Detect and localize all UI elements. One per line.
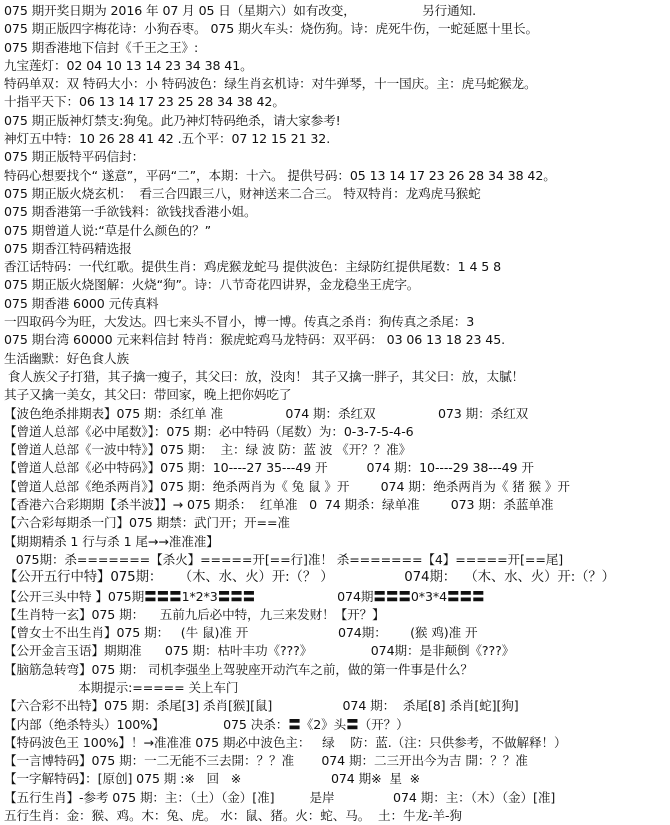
line-hk-fax-title: 075 期香港 6000 元传真料	[4, 295, 159, 311]
line-kill-door: 【六合彩每期杀一门】075 期禁：武门开；开==准	[4, 515, 290, 531]
line-zeng-says: 075 期曾道人说:“草是什么颜色的？”	[4, 222, 212, 238]
line-one-wave: 【曾道人总部《一波中特》】075 期： 主：绿 波 防：蓝 波 《开？？准》	[4, 442, 412, 458]
line-riddle-hint: 本期提示:===== 关上车门	[4, 679, 239, 695]
line-fire-mystery: 075 期正版火烧玄机： 看三合四跟三八，财神送来二合三。 特双特肖：龙鸡虎马猴蛇	[4, 185, 481, 201]
line-xiangjiang-title: 075 期香江特码精选报	[4, 240, 132, 256]
line-ms-zeng: 【曾女士不出生肖】075 期： (牛 鼠)准 开 074期： (猴 鸡)准 开	[4, 625, 478, 641]
line-taiwan-envelope: 075 期台湾 60000 元来料信封 特肖：猴虎蛇鸡马龙特码：双平码： 03 06 13 18 23 45.	[4, 332, 506, 348]
line-wish: 特码心想要找个“ 遂意”，平码“二”，本期：十六。 提供号码：05 13 14 17 23 26 28 34 38 42。	[4, 167, 556, 183]
line-tail-number: 【曾道人总部《必中尾数》】：075 期：必中特码（尾数）为：0-3-7-5-4-6	[4, 423, 414, 439]
line-half-wave: 【香港六合彩期期【杀半波】】→ 075 期杀： 红单准 0 74 期杀：绿单准 073 期：杀蓝单准	[4, 497, 554, 513]
line-five-elements: 【公开五行中特】075期： （木、水、火）开:（？ ） 074期： （木、水、火）开:（？）	[4, 570, 615, 586]
line-one-word: 【一言博特码】075 期：一二无能不三去開：？？准 074 期：二三开出今为吉 開：？？准	[4, 753, 528, 769]
line-wave-king: 【特码波色王 100%】！→准准准 075 期必中波色主： 绿 防：蓝.（注：只供参考，不做解释！）	[4, 734, 567, 750]
line-humor-title: 生活幽默：好色食人族	[4, 350, 129, 366]
line-lamp-five: 神灯五中特：10 26 28 41 42 .五个平：07 12 15 21 32.	[4, 131, 331, 147]
line-ten-fingers: 十指平天下：06 13 14 17 23 25 28 34 38 42。	[4, 94, 285, 110]
line-humor-2: 其子又擒一美女，其父曰：带回家，晚上把你妈吃了	[4, 387, 292, 403]
line-one-char: 【一字解特码】：[原创] 075 期 :※ 回 ※ 074 期※ 星 ※	[4, 771, 421, 787]
line-hk-first-hand: 075 期香港第一手欲钱料：欲钱找香港小姐。	[4, 204, 257, 220]
line-golden-words: 【公开金言玉语】期期准 075 期：枯叶丰功《???》 074期：是非颠倒《???》	[4, 643, 515, 659]
line-zodiac-mystery: 【生肖特一玄】075 期： 五前九后必中特，九三来发财！【开？】	[4, 606, 385, 622]
line-flat-envelope: 075 期正版特平码信封：	[4, 149, 145, 165]
line-humor-1: 食人族父子打猎，其子擒一瘦子，其父曰：放，没肉！ 其子又擒一胖子，其父曰：放，太膩！	[4, 368, 525, 384]
line-lamp-ban: 075 期正版神灯禁支:狗兔。此乃神灯特码绝杀，请大家参考!	[4, 112, 341, 128]
line-zodiac-list: 五行生肖：金：猴、鸡。木：兔、虎。 水：鼠、猪。火：蛇、马。 土：牛龙-羊-狗	[4, 808, 462, 824]
line-hk-fax-detail: 一四取码今为旺，大发达。四七来头不冒小，博一博。传真之杀肖：狗传真之杀尾：3	[4, 314, 475, 330]
line-kill-two: 【曾道人总部《绝杀两肖》】075 期：绝杀两肖为《 兔 鼠 》开 074 期：绝杀两肖为《 猪 猴 》开	[4, 478, 570, 494]
line-lotus-numbers: 九宝莲灯：02 04 10 13 14 23 34 38 41。	[4, 57, 253, 73]
line-plum-poem: 075 期正版四字梅花诗：小狗吞枣。 075 期火车头：烧伤狗。诗：虎死牛伤，一蛇延愿十里长。	[4, 21, 538, 37]
line-hk-envelope: 075 期香港地下信封《千王之王》:	[4, 39, 199, 55]
line-precise-kill-title: 【期期精杀 1 行与杀 1 尾→→准准准】	[4, 533, 219, 549]
line-wave-kill: 【波色绝杀排期表】075 期：杀红单 准 074 期：杀红双 073 期：杀红双	[4, 405, 529, 421]
line-five-zodiac: 【五行生肖】-参考 075 期：主：（土）（金）[准] 是岸 074 期：主：（木）（金）[准]	[4, 789, 556, 805]
line-odd-even: 特码单双：双 特码大小：小 特码波色：绿生肖玄机诗：对牛弹琴，十一国庆。主：虎马蛇猴龙。	[4, 76, 537, 92]
line-xiangjiang-detail: 香江话特码：一代红歌。提供生肖：鸡虎猴龙蛇马 提供波色：主绿防红提供尾数：1 4 5 8	[4, 259, 502, 275]
line-riddle: 【脑筋急转弯】075 期： 司机李强坐上驾驶座开动汽车之前，做的第一件事是什么？	[4, 661, 473, 677]
line-draw-date: 075 期开奖日期为 2016 年 07 月 05 日（星期六）如有改变， 另行通知.	[4, 3, 476, 18]
line-precise-kill: 075期：杀=======【杀火】=====开[==行]准！ 杀=======【4】=====开[==尾]	[4, 551, 564, 567]
line-must-hit: 【曾道人总部《必中特码》】075 期：10----27 35---49 开 074 期：10----29 38---49 开	[4, 460, 534, 476]
line-fire-diagram: 075 期正版火烧图解：火烧“狗”。诗：八节奇花四讲界，金龙稳坐王虎字。	[4, 277, 420, 293]
line-internal-kill: 【内部（绝杀特头）100%】 075 决杀：〓《2》头〓（开？）	[4, 716, 409, 732]
line-no-special: 【六合彩不出特】075 期：杀尾[3] 杀肖[猴][鼠] 074 期： 杀尾[8] 杀肖[蛇][狗]	[4, 698, 519, 714]
line-three-heads: 【公开三头中特 】075期〓〓〓1*2*3〓〓〓 074期〓〓〓0*3*4〓〓〓	[4, 588, 485, 604]
